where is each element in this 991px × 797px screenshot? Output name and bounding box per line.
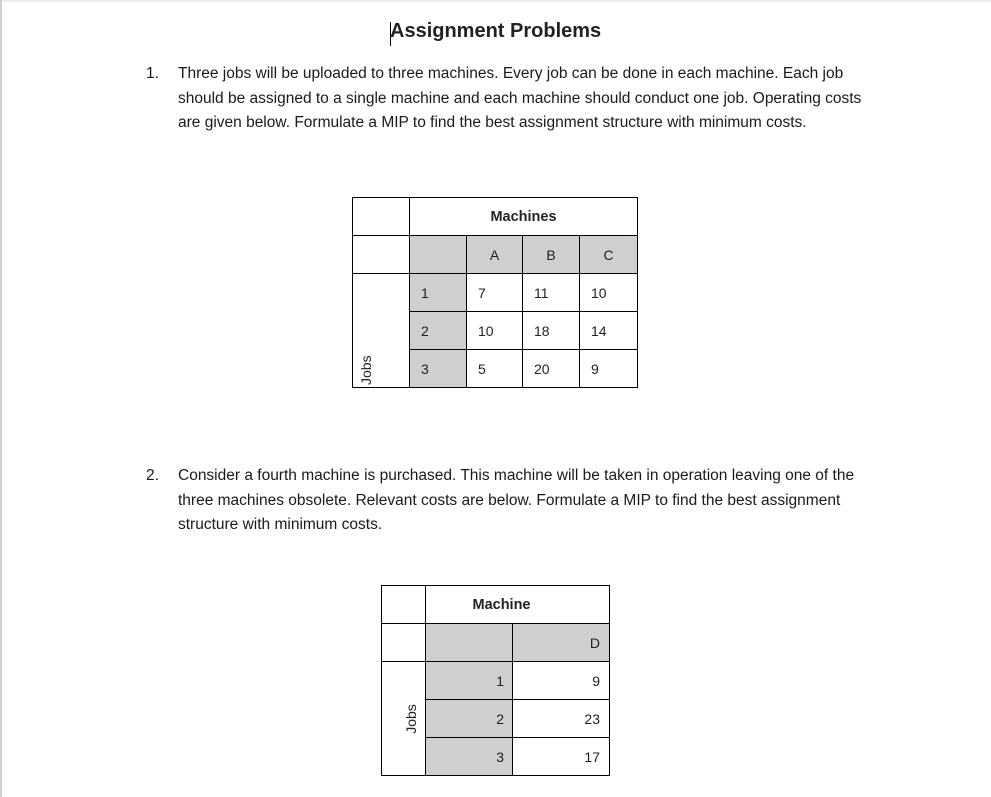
table2-job-2[interactable]: 2: [426, 700, 513, 738]
table2-header[interactable]: Machine: [426, 586, 610, 624]
table2-col-d[interactable]: D: [513, 624, 610, 662]
table1-job-1[interactable]: 1: [410, 274, 467, 312]
table1-empty-cell[interactable]: [353, 236, 410, 274]
table1-job-3[interactable]: 3: [410, 350, 467, 388]
table1-cell[interactable]: 18: [523, 312, 580, 350]
table1-shaded-cell[interactable]: [410, 236, 467, 274]
table1-col-b[interactable]: B: [523, 236, 580, 274]
cost-table-machine-d[interactable]: [381, 585, 610, 776]
table2-job-1[interactable]: 1: [426, 662, 513, 700]
table1-cell[interactable]: 9: [580, 350, 638, 388]
table2-shaded-cell[interactable]: [426, 624, 513, 662]
page-left-edge: [0, 0, 2, 797]
table2-cell[interactable]: 23: [513, 700, 610, 738]
table1-cell[interactable]: 7: [467, 274, 523, 312]
table2-jobs-cell[interactable]: [382, 662, 426, 776]
problem-2-text[interactable]: Consider a fourth machine is purchased. This machine will be taken in operation leaving one of the three machines obsolete. Relevant costs are below. Formulate a MIP to find the best assignment structure with minimum costs.: [178, 467, 855, 533]
table2-corner-cell[interactable]: [382, 586, 426, 624]
table1-cell[interactable]: 11: [523, 274, 580, 312]
table1-jobs-cell[interactable]: [353, 274, 410, 388]
table1-cell[interactable]: 10: [467, 312, 523, 350]
table2-jobs-label: Jobs: [402, 703, 419, 734]
cost-table-machines[interactable]: [352, 197, 638, 388]
table2-job-3[interactable]: 3: [426, 738, 513, 776]
problem-1-number: 1.: [146, 65, 159, 82]
table2-empty-cell[interactable]: [382, 624, 426, 662]
table1-cell[interactable]: 20: [523, 350, 580, 388]
table1-cell[interactable]: 14: [580, 312, 638, 350]
table1-col-a[interactable]: A: [467, 236, 523, 274]
table2-cell[interactable]: 9: [513, 662, 610, 700]
problem-2-number: 2.: [146, 467, 159, 484]
table1-jobs-label: Jobs: [358, 355, 374, 385]
table1-cell[interactable]: 10: [580, 274, 638, 312]
table1-job-2[interactable]: 2: [410, 312, 467, 350]
problem-1-text[interactable]: Three jobs will be uploaded to three machines. Every job can be done in each machine. Each job should be assigned to a single machine and each machine should conduct one job. Operating costs are given below. Formulate a MIP to find the best assignment structure with minimum costs.: [178, 65, 862, 131]
page-top-edge: [0, 0, 991, 3]
problem-1[interactable]: [146, 62, 876, 136]
table1-col-c[interactable]: C: [580, 236, 638, 274]
document-title[interactable]: Assignment Problems: [390, 20, 602, 42]
table1-cell[interactable]: 5: [467, 350, 523, 388]
problem-2[interactable]: [146, 464, 876, 538]
table1-corner-cell[interactable]: [353, 198, 410, 236]
table1-header[interactable]: Machines: [410, 198, 638, 236]
table2-cell[interactable]: 17: [513, 738, 610, 776]
